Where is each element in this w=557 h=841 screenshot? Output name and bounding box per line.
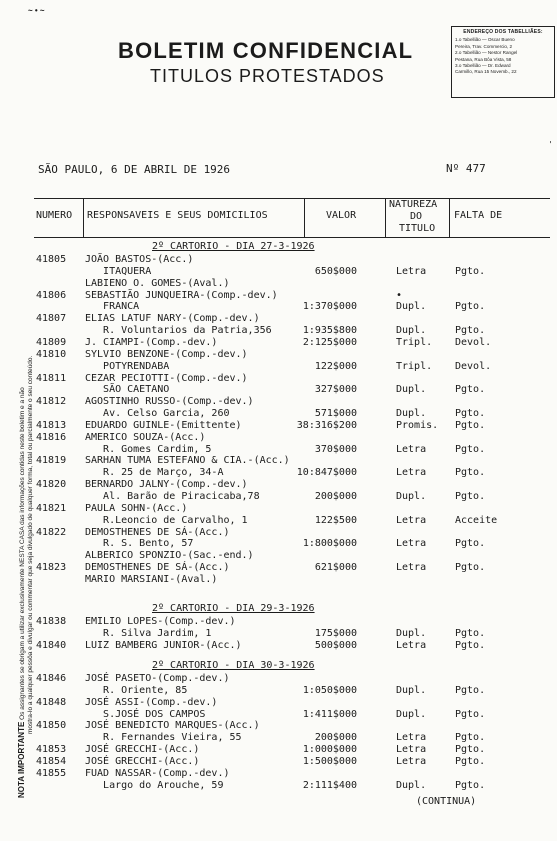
row-responsavel: R. Fernandes Vieira, 55 — [85, 732, 242, 744]
row-falta: Pgto. — [455, 384, 486, 396]
row-falta: Pgto. — [455, 325, 486, 337]
row-responsavel: ALBERICO SPONZIO-(Sac.-end.) — [85, 550, 254, 562]
row-number: 41838 — [36, 616, 67, 627]
row-natureza: Dupl. — [396, 301, 427, 313]
row-valor: 1:411$000 — [302, 708, 357, 720]
row-responsavel: EMILIO LOPES-(Comp.-dev.) — [85, 616, 236, 627]
row-falta: Pgto. — [455, 627, 486, 639]
row-falta: Pgto. — [455, 708, 486, 720]
row-natureza: Dupl. — [396, 384, 427, 396]
row-natureza: Dupl. — [396, 627, 427, 639]
section-heading: 2º CARTORIO - DIA 27-3-1926 — [152, 241, 315, 252]
row-responsavel: SÃO CAETANO — [85, 384, 170, 396]
row-natureza: Promis. — [396, 419, 439, 431]
row-natureza: Letra — [396, 562, 427, 574]
row-valor: 38:316$200 — [296, 419, 357, 431]
address-line: Pereira, Trav. Commercio, 2 — [455, 43, 513, 49]
address-line: 3.o Tabellião — Dr. Edward — [455, 63, 511, 69]
section-heading: 2º CARTORIO - DIA 29-3-1926 — [152, 603, 315, 614]
col-natureza: DO — [410, 211, 423, 222]
address-line: Carmillo, Rua 15 Novemb., 22 — [455, 69, 517, 75]
row-responsavel: LABIENO O. GOMES-(Aval.) — [85, 277, 230, 289]
dateline: SÃO PAULO, 6 DE ABRIL DE 1926 — [38, 163, 231, 176]
side-notice-line: mostra-lo a qualquer pessôa e divulgar ou commentar que seja divulgado de qualquer forma, total ou parcialmente o seu conteúdo. — [26, 355, 34, 734]
row-number: 41810 — [36, 348, 67, 360]
address-line: Pestana, Rua Bôa Vista, 58 — [455, 56, 512, 62]
row-number: 41811 — [36, 372, 67, 384]
row-responsavel: R. 25 de Março, 34-A — [85, 467, 224, 479]
row-responsavel: FUAD NASSAR-(Comp.-dev.) — [85, 767, 230, 779]
row-responsavel: AMERICO SOUZA-(Acc.) — [85, 431, 206, 443]
row-falta: Devol. — [455, 360, 492, 372]
row-falta: Pgto. — [455, 467, 486, 479]
table-row — [0, 779, 557, 792]
row-responsavel: DEMOSTHENES DE SÁ-(Acc.) — [85, 562, 230, 574]
row-responsavel: JOSÉ ASSI-(Comp.-dev.) — [85, 696, 218, 708]
address-box-heading: ENDEREÇO DOS TABELLIÃES: — [463, 29, 543, 35]
row-natureza: Letra — [396, 265, 427, 277]
row-natureza: Letra — [396, 639, 427, 651]
row-responsavel: SARHAN TUMA ESTEFANO & CIA.-(Acc.) — [85, 455, 290, 467]
row-responsavel: ELIAS LATUF NARY-(Comp.-dev.) — [85, 313, 260, 325]
row-falta: Pgto. — [455, 408, 486, 420]
row-responsavel: JOÃO BASTOS-(Acc.) — [85, 254, 194, 265]
row-number: 41816 — [36, 431, 67, 443]
row-valor: 122$500 — [314, 514, 357, 526]
row-natureza: Letra — [396, 467, 427, 479]
row-valor: 1:370$000 — [302, 301, 357, 313]
row-falta: Pgto. — [455, 744, 486, 756]
row-natureza: • — [396, 289, 403, 301]
row-falta: Pgto. — [455, 755, 486, 767]
row-responsavel: CEZAR PECIOTTI-(Comp.-dev.) — [85, 372, 248, 384]
row-valor: 200$000 — [314, 732, 357, 744]
row-responsavel: R. Gomes Cardim, 5 — [85, 443, 212, 455]
row-valor: 571$000 — [314, 408, 357, 420]
row-natureza: Dupl. — [396, 779, 427, 791]
row-responsavel: JOSÉ PASETO-(Comp.-dev.) — [85, 673, 230, 684]
col-valor: VALOR — [326, 210, 357, 221]
row-responsavel: Largo do Arouche, 59 — [85, 779, 224, 791]
row-valor: 1:500$000 — [302, 755, 357, 767]
row-number: 41854 — [36, 755, 67, 767]
row-falta: Devol. — [455, 336, 492, 348]
row-falta: Pgto. — [455, 443, 486, 455]
row-valor: 2:111$400 — [302, 779, 357, 791]
row-responsavel: S.JOSÉ DOS CAMPOS — [85, 708, 206, 720]
row-responsavel: BERNARDO JALNY-(Comp.-dev.) — [85, 479, 248, 491]
row-responsavel: JOSÉ BENEDICTO MARQUES-(Acc.) — [85, 720, 260, 732]
row-natureza: Letra — [396, 443, 427, 455]
address-line: 1.o Tabellião — Oscar Bueno — [455, 37, 515, 43]
row-natureza: Dupl. — [396, 408, 427, 420]
row-valor: 10:847$000 — [296, 467, 357, 479]
row-responsavel: DEMOSTHENES DE SÁ-(Acc.) — [85, 526, 230, 538]
row-falta: Pgto. — [455, 562, 486, 574]
row-valor: 1:000$000 — [302, 744, 357, 756]
row-responsavel: R. Oriente, 85 — [85, 684, 188, 696]
row-responsavel: Al. Barão de Piracicaba,78 — [85, 491, 260, 502]
row-falta: Pgto. — [455, 538, 486, 550]
row-valor: 500$000 — [314, 639, 357, 651]
row-falta: Acceite — [455, 514, 498, 526]
row-falta: Pgto. — [455, 639, 486, 651]
row-responsavel: AGOSTINHO RUSSO-(Comp.-dev.) — [85, 396, 254, 408]
row-responsavel: Av. Celso Garcia, 260 — [85, 408, 230, 420]
margin-mark: ' — [548, 140, 553, 149]
row-valor: 621$000 — [314, 562, 357, 574]
row-natureza: Dupl. — [396, 325, 427, 337]
side-notice-line: Os assignantes se obrigam a utilizar exclusivamente NESTA CASA das informações contidas neste boletim e a não — [19, 387, 26, 720]
side-notice-title: NOTA IMPORTANTE — [17, 721, 26, 798]
row-natureza: Letra — [396, 732, 427, 744]
col-falta: FALTA DE — [454, 210, 503, 221]
row-number: 41821 — [36, 502, 67, 514]
row-number: 41855 — [36, 767, 67, 779]
row-responsavel: LUIZ BAMBERG JUNIOR-(Acc.) — [85, 639, 242, 651]
row-responsavel: SYLVIO BENZONE-(Comp.-dev.) — [85, 348, 248, 360]
row-number: 41813 — [36, 419, 67, 431]
row-falta: Pgto. — [455, 301, 486, 313]
row-natureza: Letra — [396, 538, 427, 550]
row-natureza: Letra — [396, 755, 427, 767]
row-responsavel: POTYRENDABA — [85, 360, 170, 372]
row-responsavel: R.Leoncio de Carvalho, 1 — [85, 514, 248, 526]
row-falta: Pgto. — [455, 491, 486, 502]
row-number: 41840 — [36, 639, 67, 651]
row-number: 41846 — [36, 673, 67, 684]
table-row — [0, 573, 557, 586]
row-valor: 327$000 — [314, 384, 357, 396]
row-valor: 1:050$000 — [302, 684, 357, 696]
row-number: 41819 — [36, 455, 67, 467]
masthead-subtitle: TITULOS PROTESTADOS — [150, 66, 385, 86]
row-number: 41812 — [36, 396, 67, 408]
row-number: 41806 — [36, 289, 67, 301]
row-falta: Pgto. — [455, 779, 486, 791]
row-responsavel: FRANCA — [85, 301, 140, 313]
row-responsavel: MARIO MARSIANI-(Aval.) — [85, 573, 218, 585]
row-responsavel: JOSÉ GRECCHI-(Acc.) — [85, 755, 200, 767]
row-number: 41850 — [36, 720, 67, 732]
row-natureza: Dupl. — [396, 684, 427, 696]
row-natureza: Tripl. — [396, 336, 433, 348]
col-responsaveis: RESPONSAVEIS E SEUS DOMICILIOS — [87, 210, 268, 221]
row-natureza: Letra — [396, 744, 427, 756]
masthead-title: BOLETIM CONFIDENCIAL — [118, 38, 414, 63]
row-natureza: Dupl. — [396, 708, 427, 720]
continua-note: (CONTINUA) — [416, 796, 477, 807]
row-responsavel: R. Silva Jardim, 1 — [85, 627, 212, 639]
section-heading: 2º CARTORIO - DIA 30-3-1926 — [152, 660, 315, 671]
row-number: 41848 — [36, 696, 67, 708]
row-responsavel: J. CIAMPI-(Comp.-dev.) — [85, 336, 218, 348]
table-row — [0, 639, 557, 652]
row-responsavel: EDUARDO GUINLE-(Emittente) — [85, 419, 242, 431]
row-natureza: Tripl. — [396, 360, 433, 372]
row-natureza: Letra — [396, 514, 427, 526]
col-natureza: TITULO — [399, 223, 436, 234]
row-number: 41822 — [36, 526, 67, 538]
bulletin-number: Nº 477 — [446, 162, 486, 175]
row-responsavel: SEBASTIÃO JUNQUEIRA-(Comp.-dev.) — [85, 289, 278, 301]
row-valor: 2:125$000 — [302, 336, 357, 348]
row-responsavel: R. S. Bento, 57 — [85, 538, 194, 550]
row-responsavel: ITAQUERA — [85, 265, 152, 277]
row-valor: 1:935$800 — [302, 325, 357, 337]
col-natureza: NATUREZA — [389, 199, 438, 210]
address-line: 2.o Tabellião — Nestor Rangel — [455, 50, 518, 56]
row-falta: Pgto. — [455, 265, 486, 277]
row-responsavel: JOSÉ GRECCHI-(Acc.) — [85, 744, 200, 756]
row-valor: 175$000 — [314, 627, 357, 639]
row-valor: 370$000 — [314, 443, 357, 455]
notary-address-box — [451, 26, 555, 98]
row-falta: Pgto. — [455, 684, 486, 696]
row-number: 41853 — [36, 744, 67, 756]
row-number: 41820 — [36, 479, 67, 491]
row-number: 41809 — [36, 336, 67, 348]
col-numero: NUMERO — [36, 210, 73, 221]
row-valor: 122$000 — [314, 360, 357, 372]
row-valor: 650$000 — [314, 265, 357, 277]
row-number: 41823 — [36, 562, 67, 574]
corner-mark: ~ • ~ — [28, 6, 45, 15]
row-number: 41805 — [36, 254, 67, 265]
row-falta: Pgto. — [455, 419, 486, 431]
row-valor: 200$000 — [314, 491, 357, 502]
row-falta: Pgto. — [455, 732, 486, 744]
row-number: 41807 — [36, 313, 67, 325]
row-valor: 1:800$000 — [302, 538, 357, 550]
row-responsavel: R. Voluntarios da Patria,356 — [85, 325, 272, 337]
row-natureza: Dupl. — [396, 491, 427, 502]
row-responsavel: PAULA SOHN-(Acc.) — [85, 502, 188, 514]
